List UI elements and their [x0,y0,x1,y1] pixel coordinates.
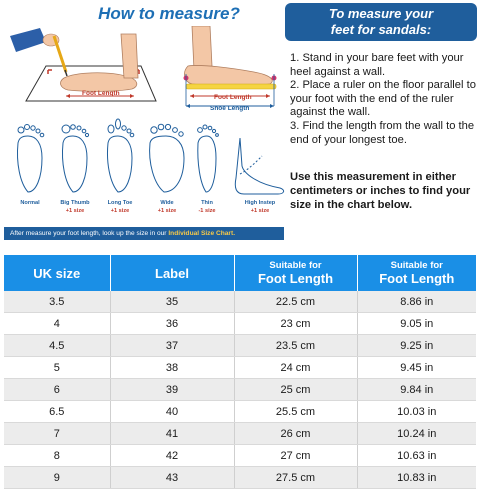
cell-inch: 9.25 in [357,335,476,357]
cell-uk-size: 4.5 [4,335,110,357]
cell-inch: 10.63 in [357,445,476,467]
foot-length-caption-left: Foot Length [82,90,120,97]
instruction-step: 3. Find the length from the wall to the end of your longest toe. [290,119,475,146]
cell-uk-size: 5 [4,357,110,379]
measure-instructions [290,52,478,147]
banner-text: After measure your foot length, look up the size in our [10,230,169,237]
cell-cm: 25 cm [234,379,357,401]
foot-types-row [8,118,288,218]
size-chart-link[interactable]: Individual Size Chart. [168,230,236,237]
cell-cm: 27.5 cm [234,467,357,489]
size-chart-banner [4,227,284,240]
cell-cm: 23 cm [234,313,357,335]
header-foot-length-cm [234,255,357,291]
table-row [4,379,476,401]
foot-type-size-note: -1 size [198,208,216,214]
cell-uk-size: 8 [4,445,110,467]
cell-label: 37 [110,335,234,357]
shoe-length-caption: Shoe Length [210,105,250,112]
header-in-small: Suitable for [390,260,443,271]
cell-cm: 27 cm [234,445,357,467]
cell-inch: 10.83 in [357,467,476,489]
sandals-header-line1: To measure your [328,6,434,21]
how-to-measure-title: How to measure? [98,4,240,23]
cell-label: 35 [110,291,234,313]
foot-type-label: High Instep [244,200,276,206]
table-row [4,357,476,379]
cell-cm: 23.5 cm [234,335,357,357]
header-uk-size: UK size [4,255,110,291]
table-row [4,445,476,467]
cell-label: 39 [110,379,234,401]
cell-label: 38 [110,357,234,379]
header-cm-big: Foot Length [257,271,334,286]
table-row [4,467,476,489]
foot-type-size-note: +1 size [157,208,177,214]
foot-type-label: Big Thumb [60,200,90,206]
foot-type-label: Wide [160,200,174,206]
cell-label: 40 [110,401,234,423]
cell-label: 42 [110,445,234,467]
foot-length-caption-right: Foot Length [214,94,252,101]
header-cm-small: Suitable for [269,260,322,271]
cell-uk-size: 4 [4,313,110,335]
foot-type-size-note: +1 size [250,208,270,214]
instruction-step: 2. Place a ruler on the floor parallel to your foot with the end of the ruler against the wall. [290,79,476,119]
cell-uk-size: 9 [4,467,110,489]
foot-type-label: Normal [20,200,40,206]
cell-inch: 10.03 in [357,401,476,423]
header-in-big: Foot Length [379,271,455,286]
cell-cm: 25.5 cm [234,401,357,423]
cell-label: 41 [110,423,234,445]
cell-label: 36 [110,313,234,335]
table-row [4,335,476,357]
cell-uk-size: 6 [4,379,110,401]
cell-label: 43 [110,467,234,489]
foot-type-label: Thin [201,200,213,206]
cell-cm: 22.5 cm [234,291,357,313]
cell-inch: 9.45 in [357,357,476,379]
table-row [4,313,476,335]
header-foot-length-in [357,255,476,291]
cell-inch: 8.86 in [357,291,476,313]
sandals-header-box [285,3,477,41]
instruction-step: 1. Stand in your bare feet with your heel against a wall. [290,52,464,78]
cell-uk-size: 3.5 [4,291,110,313]
table-row [4,401,476,423]
size-chart-table [4,255,476,489]
sandals-header-line2: feet for sandals: [330,22,432,37]
cell-inch: 9.84 in [357,379,476,401]
foot-type-size-note: +1 size [65,208,85,214]
table-header-row [4,255,476,291]
cell-cm: 24 cm [234,357,357,379]
cell-inch: 10.24 in [357,423,476,445]
cell-uk-size: 7 [4,423,110,445]
foot-types-illustration [8,118,288,198]
table-row [4,291,476,313]
cell-inch: 9.05 in [357,313,476,335]
table-row [4,423,476,445]
header-label: Label [110,255,234,291]
foot-type-size-note: +1 size [110,208,130,214]
cell-uk-size: 6.5 [4,401,110,423]
foot-type-label: Long Toe [107,200,133,206]
cell-cm: 26 cm [234,423,357,445]
measurement-note: Use this measurement in either centimeters or inches to find your size in the chart below. [290,171,471,211]
